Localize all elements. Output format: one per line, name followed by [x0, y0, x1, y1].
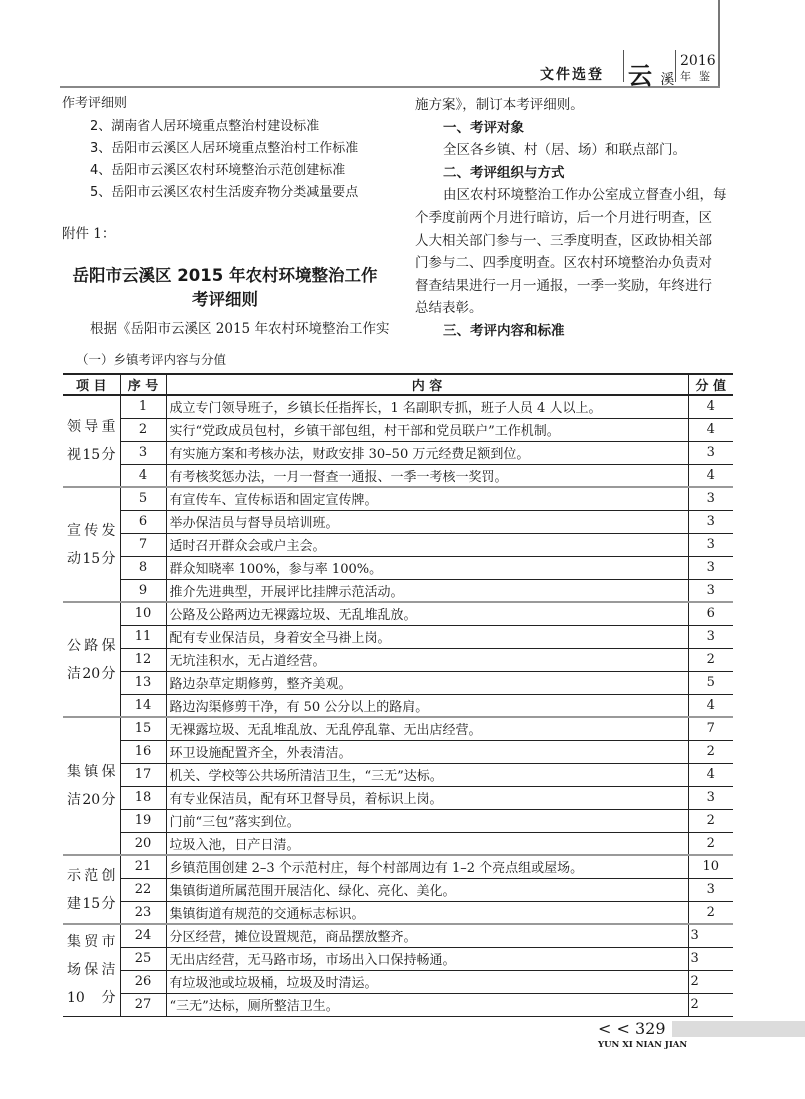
yearbook-logo: 云 溪 — [628, 61, 675, 90]
item-score: 3 — [688, 510, 733, 533]
table-row — [63, 464, 733, 487]
item-content: 有专业保洁员，配有环卫督导员，着标识上岗。 — [166, 786, 688, 809]
item-number: 19 — [120, 809, 166, 832]
item-number: 11 — [120, 625, 166, 648]
table-row — [63, 901, 733, 924]
item-number: 23 — [120, 901, 166, 924]
table-row — [63, 970, 733, 993]
item-number: 21 — [120, 855, 166, 878]
item-number: 5 — [120, 487, 166, 510]
item-number: 14 — [120, 694, 166, 717]
item-content: 公路及公路两边无裸露垃圾、无乱堆乱放。 — [166, 602, 688, 625]
page-number: < < 329 — [598, 1019, 666, 1038]
item-number: 1 — [120, 395, 166, 418]
item-content: 乡镇范围创建 2–3 个示范村庄，每个村部周边有 1–2 个亮点组或屋场。 — [166, 855, 688, 878]
section-title: 文件选登 — [540, 67, 604, 83]
item-score: 4 — [688, 418, 733, 441]
page-bar — [672, 1021, 805, 1037]
item-content: 集镇街道有规范的交通标志标识。 — [166, 901, 688, 924]
item-score: 3 — [688, 579, 733, 602]
item-number: 8 — [120, 556, 166, 579]
item-number: 3 — [120, 441, 166, 464]
table-row — [63, 717, 733, 740]
table-row — [63, 786, 733, 809]
item-content: 无出店经营，无马路市场，市场出入口保持畅通。 — [166, 947, 688, 970]
item-content: 实行“党政成员包村，乡镇干部包组，村干部和党员联户”工作机制。 — [166, 418, 688, 441]
item-content: 推介先进典型，开展评比挂牌示范活动。 — [166, 579, 688, 602]
item-content: 分区经营，摊位设置规范，商品摆放整齐。 — [166, 924, 688, 947]
paragraph-line: 门参与二、四季度明查。区农村环境整治办负责对 — [415, 255, 712, 272]
item-score: 4 — [688, 694, 733, 717]
item-content: “三无”达标，厕所整洁卫生。 — [166, 993, 688, 1016]
item-score: 2 — [688, 648, 733, 671]
col-header: 序 号 — [120, 374, 166, 395]
category-cell: 宣传发动15分 — [63, 487, 120, 602]
divider — [623, 50, 624, 82]
item-content: 举办保洁员与督导员培训班。 — [166, 510, 688, 533]
item-score: 2 — [688, 901, 733, 924]
item-content: 无坑洼积水，无占道经营。 — [166, 648, 688, 671]
item-score: 4 — [688, 464, 733, 487]
paragraph-line: 督查结果进行一月一通报，一季一奖励，年终进行 — [415, 277, 712, 294]
paragraph-line: 总结表彰。 — [415, 300, 483, 317]
item-score: 2 — [688, 809, 733, 832]
section-heading: 二、考评组织与方式 — [443, 164, 565, 181]
item-score: 2 — [688, 832, 733, 855]
col-header: 分 值 — [688, 374, 733, 395]
item-score: 6 — [688, 602, 733, 625]
divider — [675, 50, 676, 82]
score-table — [63, 373, 733, 1017]
item-content: 适时召开群众会或户主会。 — [166, 533, 688, 556]
table-row — [63, 763, 733, 786]
item-number: 6 — [120, 510, 166, 533]
table-row — [63, 671, 733, 694]
section-heading: 三、考评内容和标准 — [443, 323, 565, 339]
item-score: 3 — [688, 878, 733, 901]
item-content: 机关、学校等公共场所清洁卫生，“三无”达标。 — [166, 763, 688, 786]
table-caption: （一）乡镇考评内容与分值 — [76, 352, 227, 367]
item-number: 4 — [120, 464, 166, 487]
item-content: 无裸露垃圾、无乱堆乱放、无乱停乱靠、无出店经营。 — [166, 717, 688, 740]
item-number: 17 — [120, 763, 166, 786]
category-cell: 领导重视15分 — [63, 395, 120, 487]
table-row — [63, 556, 733, 579]
list-item: 2、湖南省人居环境重点整治村建设标准 — [90, 119, 320, 134]
table-row — [63, 625, 733, 648]
col-header: 内 容 — [166, 374, 688, 395]
table-row — [63, 694, 733, 717]
item-content: 环卫设施配置齐全，外表清洁。 — [166, 740, 688, 763]
item-score: 2 — [688, 740, 733, 763]
item-number: 10 — [120, 602, 166, 625]
item-number: 22 — [120, 878, 166, 901]
table-row — [63, 832, 733, 855]
paragraph: 根据《岳阳市云溪区 2015 年农村环境整治工作实 — [90, 321, 390, 337]
table-row — [63, 855, 733, 878]
category-cell: 集贸市场保洁10分 — [63, 924, 120, 1016]
col-header: 项 目 — [63, 374, 120, 395]
table-row — [63, 924, 733, 947]
continued-text: 作考评细则 — [62, 96, 128, 111]
item-content: 路边杂草定期修剪，整齐美观。 — [166, 671, 688, 694]
item-number: 18 — [120, 786, 166, 809]
table-row — [63, 648, 733, 671]
table-row — [63, 878, 733, 901]
item-content: 成立专门领导班子，乡镇长任指挥长，1 名副职专抓，班子人员 4 人以上。 — [166, 395, 688, 418]
item-score: 7 — [688, 717, 733, 740]
table-row — [63, 579, 733, 602]
item-number: 16 — [120, 740, 166, 763]
item-score: 4 — [688, 395, 733, 418]
item-number: 26 — [120, 970, 166, 993]
item-content: 集镇街道所属范围开展洁化、绿化、亮化、美化。 — [166, 878, 688, 901]
paragraph-line: 全区各乡镇、村（居、场）和联点部门。 — [443, 142, 686, 159]
paragraph-line: 施方案》，制订本考评细则。 — [415, 97, 584, 113]
item-number: 9 — [120, 579, 166, 602]
item-score: 3 — [688, 556, 733, 579]
table-row — [63, 947, 733, 970]
table-row — [63, 418, 733, 441]
item-content: 有宣传车、宣传标语和固定宣传牌。 — [166, 487, 688, 510]
category-cell: 公路保洁20分 — [63, 602, 120, 717]
item-number: 2 — [120, 418, 166, 441]
item-score: 5 — [688, 671, 733, 694]
table-row — [63, 740, 733, 763]
item-number: 7 — [120, 533, 166, 556]
doc-title: 岳阳市云溪区 2015 年农村环境整治工作 — [72, 266, 378, 285]
list-item: 4、岳阳市云溪区农村环境整治示范创建标准 — [90, 163, 346, 178]
yearbook-year: 2016 年鉴 — [680, 53, 718, 83]
item-number: 25 — [120, 947, 166, 970]
list-item: 3、岳阳市云溪区人居环境重点整治村工作标准 — [90, 141, 359, 156]
item-number: 24 — [120, 924, 166, 947]
item-score: 2 — [688, 970, 733, 993]
table-row — [63, 993, 733, 1016]
paragraph-line: 个季度前两个月进行暗访，后一个月进行明查，区 — [415, 210, 712, 226]
category-cell: 集镇保洁20分 — [63, 717, 120, 855]
item-score: 2 — [688, 993, 733, 1016]
section-heading: 一、考评对象 — [443, 119, 524, 136]
item-content: 门前“三包”落实到位。 — [166, 809, 688, 832]
item-score: 3 — [688, 924, 733, 947]
item-score: 10 — [688, 855, 733, 878]
item-content: 群众知晓率 100%，参与率 100%。 — [166, 556, 688, 579]
item-score: 4 — [688, 763, 733, 786]
item-content: 有实施方案和考核办法，财政安排 30–50 万元经费足额到位。 — [166, 441, 688, 464]
item-number: 15 — [120, 717, 166, 740]
table-row — [63, 602, 733, 625]
item-score: 3 — [688, 947, 733, 970]
footer-text: YUN XI NIAN JIAN — [598, 1040, 688, 1050]
item-number: 12 — [120, 648, 166, 671]
list-item: 5、岳阳市云溪区农村生活废弃物分类减量要点 — [90, 185, 359, 200]
header-rule — [60, 86, 720, 88]
paragraph-line: 由区农村环境整治工作办公室成立督查小组，每 — [443, 187, 727, 204]
item-number: 27 — [120, 993, 166, 1016]
item-score: 3 — [688, 533, 733, 556]
item-content: 路边沟渠修剪干净，有 50 公分以上的路肩。 — [166, 694, 688, 717]
doc-title: 考评细则 — [192, 290, 258, 309]
item-content: 有考核奖惩办法，一月一督查一通报、一季一考核一奖罚。 — [166, 464, 688, 487]
item-score: 3 — [688, 487, 733, 510]
table-row — [63, 441, 733, 464]
category-cell: 示范创建15分 — [63, 855, 120, 924]
item-content: 配有专业保洁员，身着安全马褂上岗。 — [166, 625, 688, 648]
item-content: 有垃圾池或垃圾桶，垃圾及时清运。 — [166, 970, 688, 993]
table-row — [63, 533, 733, 556]
table-row — [63, 487, 733, 510]
item-score: 3 — [688, 786, 733, 809]
item-score: 3 — [688, 441, 733, 464]
item-number: 13 — [120, 671, 166, 694]
item-score: 3 — [688, 625, 733, 648]
item-number: 20 — [120, 832, 166, 855]
table-row — [63, 395, 733, 418]
paragraph-line: 人大相关部门参与一、三季度明查，区政协相关部 — [415, 232, 712, 249]
table-row — [63, 809, 733, 832]
attachment-label: 附件 1： — [62, 226, 116, 242]
margin-rule — [718, 0, 720, 88]
table-row — [63, 510, 733, 533]
item-content: 垃圾入池，日产日清。 — [166, 832, 688, 855]
